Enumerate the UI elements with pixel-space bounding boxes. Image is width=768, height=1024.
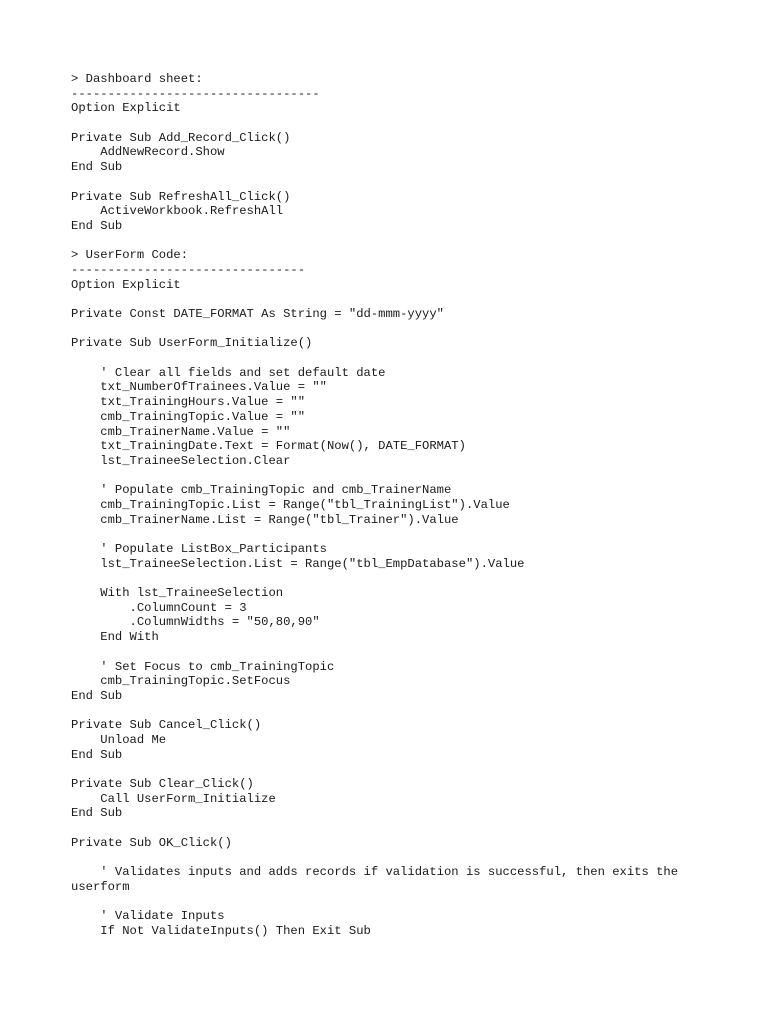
- code-line: ActiveWorkbook.RefreshAll: [71, 204, 284, 219]
- code-line: End Sub: [71, 747, 123, 762]
- code-line: Private Sub OK_Click(): [71, 835, 232, 850]
- code-line: Private Sub Add_Record_Click(): [71, 130, 291, 145]
- blank-line: [71, 850, 731, 865]
- code-line: Unload Me: [71, 732, 167, 747]
- blank-line: [71, 762, 731, 777]
- code-line: Call UserForm_Initialize: [71, 791, 276, 806]
- code-line: > Dashboard sheet:: [71, 72, 203, 86]
- code-line: ' Populate ListBox_Participants: [71, 542, 327, 556]
- code-line: Private Const DATE_FORMAT As String = "dd-mmm-yyyy": [71, 307, 444, 321]
- code-line: txt_TrainingDate.Text = Format(Now(), DATE_FORMAT): [71, 439, 466, 454]
- code-line: With lst_TraineeSelection: [71, 586, 284, 601]
- code-line: txt_TrainingHours.Value = "": [71, 395, 306, 410]
- code-line: Private Sub RefreshAll_Click(): [71, 189, 291, 204]
- code-line: --------------------------------: [71, 262, 306, 277]
- code-line: userform: [71, 879, 130, 894]
- blank-line: [71, 895, 731, 910]
- code-line: ' Clear all fields and set default date: [71, 365, 386, 380]
- code-listing: [71, 72, 731, 939]
- code-line: Private Sub UserForm_Initialize(): [71, 336, 313, 351]
- code-line: cmb_TrainerName.List = Range("tbl_Trainer").Value: [71, 512, 459, 527]
- code-line: ' Populate cmb_TrainingTopic and cmb_TrainerName: [71, 483, 452, 498]
- code-line: .ColumnWidths = "50,80,90": [71, 615, 320, 630]
- code-line: ----------------------------------: [71, 86, 320, 101]
- code-line: ' Validate Inputs: [71, 909, 225, 924]
- blank-line: [71, 234, 731, 249]
- code-line: cmb_TrainerName.Value = "": [71, 424, 291, 439]
- code-line: lst_TraineeSelection.Clear: [71, 453, 291, 468]
- code-line: If Not ValidateInputs() Then Exit Sub: [71, 923, 371, 938]
- code-line: .ColumnCount = 3: [71, 600, 247, 615]
- blank-line: [71, 821, 731, 836]
- code-line: End With: [71, 630, 159, 645]
- code-line: End Sub: [71, 688, 123, 703]
- code-line: cmb_TrainingTopic.List = Range("tbl_TrainingList").Value: [71, 497, 510, 512]
- blank-line: [71, 527, 731, 542]
- code-line: End Sub: [71, 160, 123, 175]
- code-line: AddNewRecord.Show: [71, 145, 225, 160]
- code-line: Private Sub Cancel_Click(): [71, 718, 262, 733]
- code-line: > UserForm Code:: [71, 248, 189, 263]
- code-line: txt_NumberOfTrainees.Value = "": [71, 380, 327, 395]
- blank-line: [71, 571, 731, 586]
- blank-line: [71, 704, 731, 719]
- blank-line: [71, 175, 731, 190]
- code-line: ' Validates inputs and adds records if validation is successful, then exits the: [71, 865, 679, 880]
- code-line: End Sub: [71, 218, 123, 233]
- code-line: cmb_TrainingTopic.Value = "": [71, 409, 306, 424]
- code-line: ' Set Focus to cmb_TrainingTopic: [71, 659, 335, 674]
- code-line: Option Explicit: [71, 101, 181, 116]
- blank-line: [71, 645, 731, 660]
- blank-line: [71, 292, 731, 307]
- blank-line: [71, 322, 731, 337]
- blank-line: [71, 116, 731, 131]
- code-line: End Sub: [71, 806, 123, 821]
- code-line: lst_TraineeSelection.List = Range("tbl_EmpDatabase").Value: [71, 556, 525, 571]
- code-line: Private Sub Clear_Click(): [71, 777, 254, 791]
- code-line: cmb_TrainingTopic.SetFocus: [71, 674, 291, 689]
- code-line: Option Explicit: [71, 277, 181, 292]
- blank-line: [71, 351, 731, 366]
- blank-line: [71, 469, 731, 484]
